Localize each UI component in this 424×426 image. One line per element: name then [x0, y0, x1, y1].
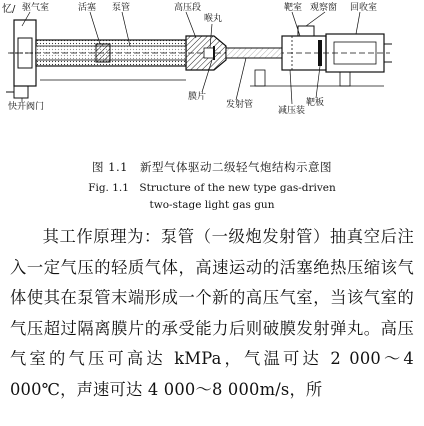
- valve-box: [14, 86, 28, 98]
- label-gas-inlet: 驱气室: [22, 3, 50, 13]
- label-piston: 活塞: [78, 3, 97, 13]
- label-throat: 喉丸: [204, 14, 223, 24]
- label-pump-tube: 泵管: [112, 3, 131, 13]
- label-target-plate: 靶板: [306, 98, 325, 108]
- label-high-pressure-section: 高压段: [174, 3, 202, 13]
- label-deceleration-device: 减压装: [278, 106, 306, 116]
- gun-schematic: [0, 0, 424, 160]
- figure-caption-english-line1: Fig. 1.1 Structure of the new type gas-driven: [88, 182, 336, 194]
- gun-structure-figure: [0, 0, 424, 160]
- label-observation-window: 观察窗: [310, 3, 338, 13]
- label-diaphragm: 膜片: [188, 92, 207, 102]
- page-corner-mark: 忆/: [2, 4, 16, 15]
- label-launch-tube: 发射管: [226, 100, 254, 110]
- label-recovery-chamber: 回收室: [350, 3, 378, 13]
- figure-caption-english-line2: two-stage light gas gun: [149, 199, 275, 211]
- figure-caption-chinese: 图 1.1 新型气体驱动二级轻气炮结构示意图: [92, 160, 332, 174]
- body-paragraph: 其工作原理为：泵管（一级炮发射管）抽真空后注入一定气压的轻质气体，高速运动的活塞绝热压缩该气体使其在泵管末端形成一个新的高压气室，当该气室的气压超过隔离膜片的承受能力后则破膜发射弹丸。高压气室的气压可高达 kMPa，气温可达 2 000～4 000℃，声速可达 4 000～8 000m/s，所: [10, 227, 414, 399]
- label-quick-opening-valve: 快开阀门: [8, 102, 45, 112]
- target-plate: [318, 40, 322, 66]
- label-target-chamber: 靶室: [284, 3, 303, 13]
- observation-window: [298, 26, 314, 36]
